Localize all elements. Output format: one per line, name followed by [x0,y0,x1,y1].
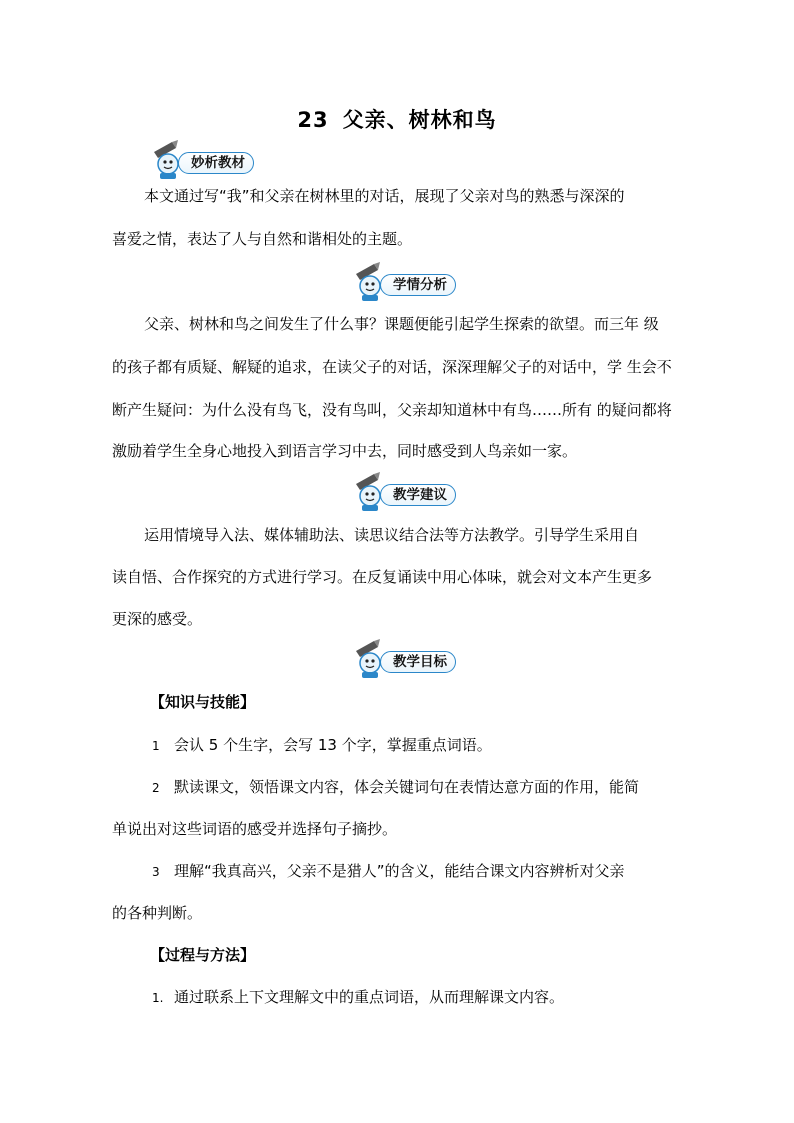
paragraph-line: 的孩子都有质疑、解疑的追求，在读父子的对话，深深理解父子的对话中，学 生会不 [112,358,672,376]
badge-label: 学情分析 [380,274,456,296]
paragraph-line: 读自悟、合作探究的方式进行学习。在反复诵读中用心体味，就会对文本产生更多 [112,568,653,586]
goal-text-continued: 的各种判断。 [112,904,203,922]
paragraph-line: 运用情境导入法、媒体辅助法、读思议结合法等方法教学。引导学生采用自 [144,526,640,544]
goal-item [152,738,492,754]
paragraph-line: 父亲、树林和鸟之间发生了什么事？课题便能引起学生探索的欲望。而三年 级 [144,315,659,333]
process-text: 通过联系上下文理解文中的重点词语，从而理解课文内容。 [174,988,565,1006]
goal-item [152,864,625,880]
lesson-number: 23 [297,108,329,132]
paragraph-line: 激励着学生全身心地投入到语言学习中去，同时感受到人鸟亲如一家。 [112,442,578,460]
process-item [152,990,564,1006]
lesson-title [0,104,794,134]
paragraph-line: 更深的感受。 [112,610,203,628]
process-number: 1. [152,991,164,1005]
goal-text: 会认 5 个生字，会写 13 个字，掌握重点词语。 [174,736,492,754]
badge-label: 教学建议 [380,484,456,506]
lesson-title-text: 父亲、树林和鸟 [342,108,497,132]
badge-label: 教学目标 [380,651,456,673]
goal-number: 2 [152,781,160,795]
goal-number: 3 [152,865,160,879]
goal-text: 理解“我真高兴，父亲不是猎人”的含义，能结合课文内容辨析对父亲 [174,862,625,880]
paragraph-line: 本文通过写“我”和父亲在树林里的对话，展现了父亲对鸟的熟悉与深深的 [144,187,625,205]
goal-text-continued: 单说出对这些词语的感受并选择句子摘抄。 [112,820,398,838]
goal-item [152,780,639,796]
goal-number: 1 [152,739,160,753]
subheading-process-methods: 【过程与方法】 [150,946,256,964]
goal-text: 默读课文，领悟课文内容，体会关键词句在表情达意方面的作用，能简 [174,778,640,796]
paragraph-line: 断产生疑问：为什么没有鸟飞，没有鸟叫，父亲却知道林中有鸟……所有 的疑问都将 [112,401,672,419]
subheading-knowledge-skills: 【知识与技能】 [150,693,256,711]
badge-label: 妙析教材 [178,152,254,174]
paragraph-line: 喜爱之情，表达了人与自然和谐相处的主题。 [112,230,413,248]
